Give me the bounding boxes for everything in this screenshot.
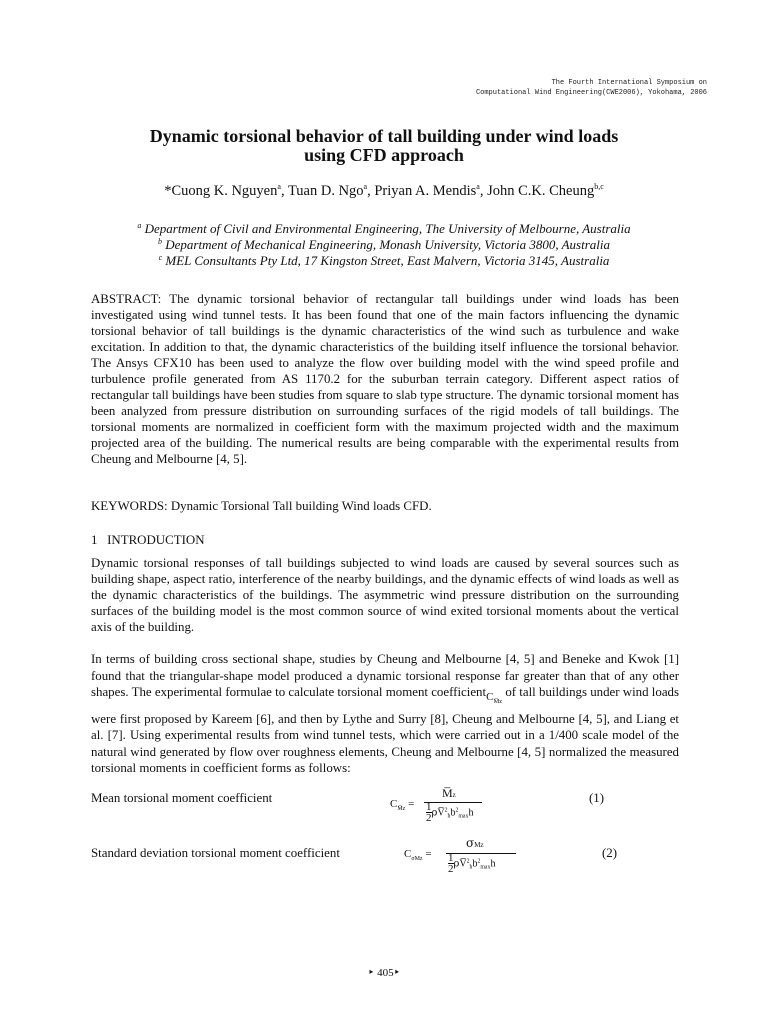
equation-2-lhs: $C_{\sigma Mz}$ = — [404, 848, 432, 863]
paragraph-text-after: of tall buildings under wind loads were first proposed by Kareem [6], and then by Lythe and Surry [8], Cheung and Melbourne [4, 5], and Liang et al. [7]. Using experimental results from wind tunnel tests, which were carried out in a 1/400 scale model of the natural wind generated by flow over roughness elements, Cheung and Melbourne [4, 5] normalized the measured torsional moments in coefficient forms as follows: — [91, 685, 680, 776]
affiliation-text: Department of Mechanical Engineering, Monash University, Victoria 3800, Australia — [165, 237, 610, 252]
equation-2-label: Standard deviation torsional moment coefficient — [91, 846, 340, 860]
page-number: 405 — [377, 967, 394, 979]
paragraph-text-before: In terms of building cross sectional shape, studies by Cheung and Melbourne [4, 5] and Beneke and Kwok [1] found that the triangular-shape model produced a dynamic torsional response far greater than that of any other shapes. The experimental formulae to calculate torsional moment coefficient — [91, 652, 679, 699]
affiliation-text: Department of Civil and Environmental Engineering, The University of Melbourne, Australia — [144, 221, 631, 236]
equation-2-number: (2) — [602, 846, 618, 860]
equation-1-number: (1) — [589, 791, 605, 805]
affiliation-mark: b — [158, 237, 163, 246]
author-affil-mark: b,c — [594, 182, 604, 191]
equation-2 — [404, 836, 519, 880]
header-line-2: Computational Wind Engineering(CWE2006), Yokohama, 2006 — [475, 89, 707, 97]
paper-title — [60, 127, 708, 165]
equation-2-denominator: $\frac{1}{2}\rho V̅^2_hb^2_{max}h$ — [448, 852, 496, 875]
equation-1-denominator: $\frac{1}{2}\rho V̅^2_hb^2_{max}h$ — [426, 801, 474, 824]
author-affil-mark: a — [277, 182, 281, 191]
intro-paragraph-1 — [91, 555, 679, 635]
abstract — [91, 291, 679, 467]
page-marker-left-icon: ‣ — [367, 967, 378, 979]
affiliation — [60, 253, 708, 269]
equation-2-numerator: σMz — [466, 836, 484, 850]
paragraph-text: Dynamic torsional responses of tall buildings subjected to wind loads are caused by several sources such as building shape, aspect ratio, interference of the nearby buildings, and the dynamic effects of wind loads as well as the dynamic characteristics of the buildings. The asymmetric wind pressure distribution on the surrounding surfaces of the building model is the most common source of wind exited torsional moments about the vertical axis of the building. — [91, 556, 679, 634]
affiliation-list — [60, 221, 708, 269]
affiliation — [60, 237, 708, 253]
abstract-text: ABSTRACT: The dynamic torsional behavior of rectangular tall buildings under wind loads has been investigated using wind tunnel tests. It has been found that one of the main factors influencing the dynamic torsional behavior of tall buildings is the dynamic characteristics of the wind such as turbulence and wake excitation. In addition to that, the dynamic characteristics of the building itself influence the torsional behavior. The Ansys CFX10 has been used to analyze the flow over building model with the wind speed profile and turbulence profile generated from AS 1170.2 for the suburban terrain category. Different aspect ratios of rectangular tall buildings have been studies from square to slab type structure. The dynamic torsional moment has been analyzed from pressure distribution on surrounding surfaces of the rigid models of tall buildings. The torsional moments are normalized in coefficient form with the maximum projected width and the maximum projected area of the building. The numerical results are being comparable with the experimental results from Cheung and Melbourne [4, 5]. — [91, 292, 679, 466]
affiliation — [60, 221, 708, 237]
equation-1-numerator: M̅z — [442, 786, 456, 800]
page-footer — [0, 966, 768, 979]
author-name: Tuan D. Ngo — [287, 183, 364, 199]
equation-1 — [390, 786, 500, 830]
title-line-1: Dynamic torsional behavior of tall building under wind loads — [149, 126, 619, 146]
author-name: John C.K. Cheung — [487, 183, 595, 199]
affiliation-mark: a — [137, 221, 142, 230]
affiliation-mark: c — [158, 253, 163, 262]
intro-paragraph-2 — [91, 651, 679, 777]
equation-1-lhs: $C_{M̅z}$ = — [390, 798, 415, 813]
conference-header — [476, 78, 707, 98]
equation-1-label: Mean torsional moment coefficient — [91, 791, 273, 805]
author-name: Priyan A. Mendis — [374, 183, 477, 199]
title-line-2: using CFD approach — [304, 145, 464, 165]
author-list: *Cuong K. Nguyen$^a$, Tuan D. Ngo$^a$, Priyan A. Mendis$^a$, John C.K. Cheung$^{b,c}$ — [164, 182, 604, 199]
affiliation-text: MEL Consultants Pty Ltd, 17 Kingston Street, East Malvern, Victoria 3145, Australia — [165, 253, 610, 268]
inline-coefficient-symbol: $C_{M̅z}$ — [486, 691, 503, 706]
page-marker-right-icon: ‣ — [393, 967, 401, 979]
paragraph-text — [91, 651, 679, 777]
author-affil-mark: a — [476, 182, 480, 191]
section-heading-introduction — [91, 532, 679, 548]
keywords — [91, 498, 679, 514]
author-name: *Cuong K. Nguyen — [164, 183, 278, 199]
section-heading-text: 1 INTRODUCTION — [91, 533, 205, 547]
header-line-1: The Fourth International Symposium on — [551, 79, 707, 87]
author-affil-mark: a — [363, 182, 368, 191]
keywords-text: KEYWORDS: Dynamic Torsional Tall building Wind loads CFD. — [91, 499, 432, 513]
